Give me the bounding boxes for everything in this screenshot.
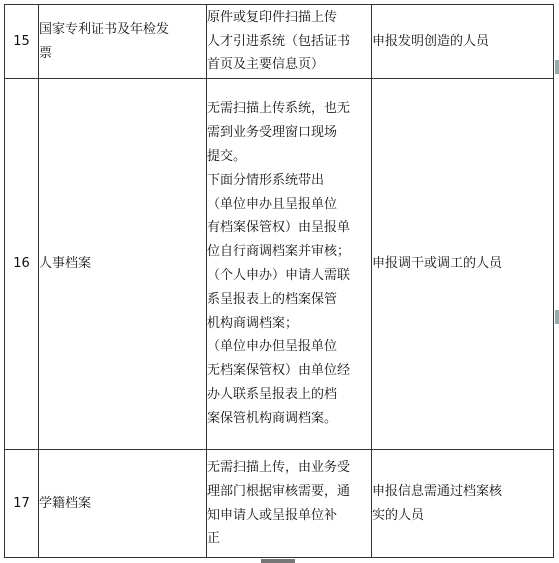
materials-table (4, 4, 554, 558)
scroll-edge-marker (555, 310, 559, 324)
submission-requirement: 原件或复印件扫描上传 人才引进系统（包括证书 首页及主要信息页） (207, 5, 372, 79)
applicable-persons: 申报调干或调工的人员 (372, 79, 554, 450)
scroll-bar-thumb[interactable] (261, 559, 295, 563)
applicable-persons: 申报发明创造的人员 (372, 5, 554, 79)
table-row (5, 450, 554, 558)
row-number: 16 (5, 79, 39, 450)
submission-requirement: 无需扫描上传系统，也无 需到业务受理窗口现场 提交。 下面分情形系统带出 （单位申办且呈报单位 有档案保管权）由呈报单 位自行商调档案并审核； （个人申办）申请人需联 系呈报表上的档案保管 机构商调档案； （单位申办但呈报单位 无档案保管权）由单位经 办人联系呈报表上的档 案保管机构商调档案。 (207, 79, 372, 450)
table-row (5, 79, 554, 450)
material-name: 国家专利证书及年检发 票 (39, 5, 207, 79)
material-name: 学籍档案 (39, 450, 207, 558)
scroll-edge-marker (555, 60, 559, 74)
table-row (5, 5, 554, 79)
applicable-persons: 申报信息需通过档案核 实的人员 (372, 450, 554, 558)
row-number: 17 (5, 450, 39, 558)
material-name: 人事档案 (39, 79, 207, 450)
row-number: 15 (5, 5, 39, 79)
submission-requirement: 无需扫描上传，由业务受 理部门根据审核需要，通 知申请人或呈报单位补 正 (207, 450, 372, 558)
